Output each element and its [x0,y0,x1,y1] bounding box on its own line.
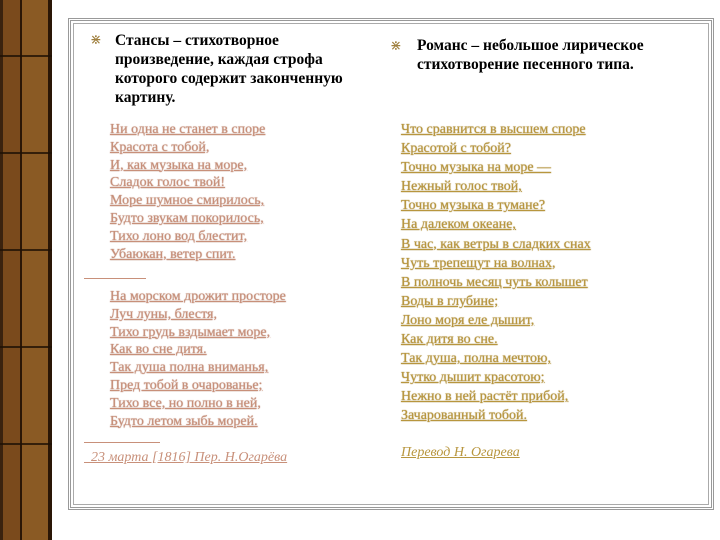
poem-line: На морском дрожит просторе [110,289,286,304]
romance-definition: Романс – небольшое лирическое стихотворение песенного типа. [417,37,644,73]
stansy-signature: 23 марта [1816] Пер. Н.Огарёва [84,450,288,465]
poem-line: Тихо лоно вод блестит, [110,228,248,244]
stansy-stanza-1 [110,121,265,263]
romance-signature: Перевод Н. Огарева [401,445,520,460]
poem-line: Нежный голос твой, [401,179,522,195]
bullet-icon: ⋇ [390,39,402,54]
bullet-icon: ⋇ [90,33,102,48]
poem-line: Как во сне дитя. [110,342,207,358]
poem-line: Ни одна не станет в споре [110,122,266,137]
poem-line: Тихо все, но полно в ней, [110,395,261,411]
poem-line: Море шумное смирилось, [110,193,265,209]
poem-line: В час, как ветры в сладких снах [401,236,591,252]
poem-line: Убаюкан, ветер спит. [110,246,236,262]
poem-line: Воды в глубине; [401,293,499,309]
poem-line: Чутко дышит красотою; [401,370,545,386]
poem-line: Нежно в ней растёт прибой, [401,389,569,405]
poem-line: Красота с тобой, [110,139,210,155]
divider [84,278,146,279]
stansy-stanza-2 [110,288,286,430]
poem-line: Как дитя во сне. [401,332,498,348]
poem-line: На далеком океане, [401,217,516,233]
poem-line: Зачарованный тобой. [401,408,527,424]
poem-line: Будто звукам покорилось, [110,210,264,226]
poem-line: Сладок голос твой! [110,175,226,191]
poem-line: Луч луны, блестя, [110,306,217,322]
poem-line: В полночь месяц чуть колышет [401,274,588,290]
stansy-definition: Стансы – стихотворное произведение, каждая строфа которого содержит законченную картину. [115,32,343,106]
poem-line: Чуть трепещут на волнах, [401,255,556,271]
poem-line: Лоно моря еле дышит, [401,312,535,328]
poem-line: Точно музыка на море — [401,160,552,176]
poem-line: Тихо грудь вздымает море, [110,324,271,340]
decorative-border [0,0,52,540]
poem-line: Точно музыка в тумане? [401,198,546,214]
poem-line: Будто летом зыбь морей. [110,413,258,429]
poem-line: И, как музыка на море, [110,157,248,173]
divider [84,442,160,443]
poem-line: Так душа полна вниманья, [110,360,269,376]
poem-line: Пред тобой в очарованье; [110,377,263,393]
poem-line: Так душа, полна мечтою, [401,351,551,367]
romance-poem [401,120,591,426]
poem-line: Красотой с тобой? [401,141,511,157]
poem-line: Что сравнится в высшем споре [401,122,586,137]
